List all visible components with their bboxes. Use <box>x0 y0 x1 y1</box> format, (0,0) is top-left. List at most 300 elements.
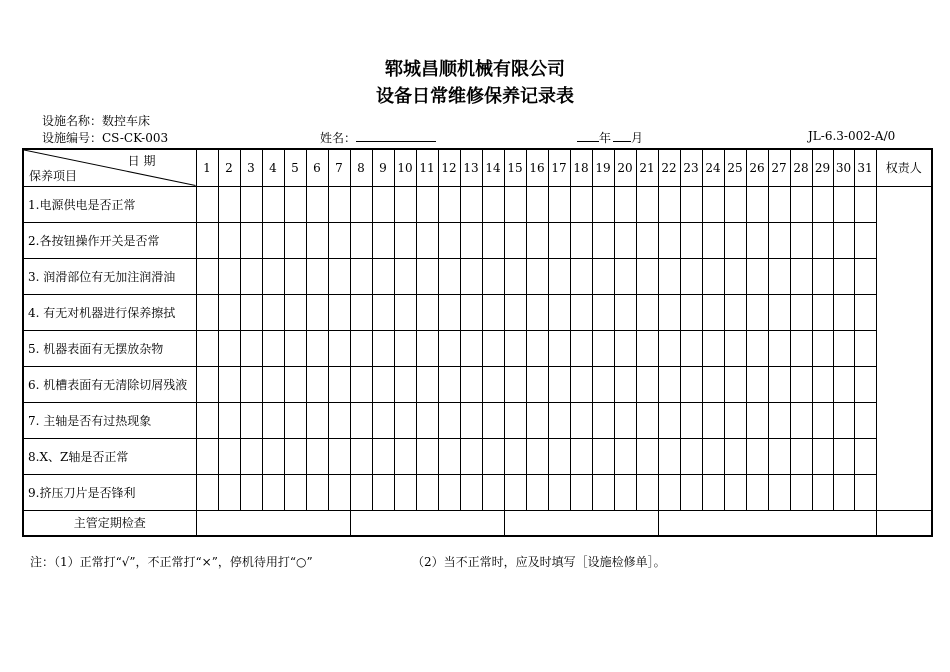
check-cell[interactable] <box>658 294 680 330</box>
check-cell[interactable] <box>350 258 372 294</box>
responsible-cell[interactable] <box>876 186 932 510</box>
check-cell[interactable] <box>636 474 658 510</box>
check-cell[interactable] <box>196 222 218 258</box>
check-cell[interactable] <box>548 258 570 294</box>
check-cell[interactable] <box>306 366 328 402</box>
check-cell[interactable] <box>350 294 372 330</box>
check-cell[interactable] <box>680 186 702 222</box>
check-cell[interactable] <box>460 222 482 258</box>
check-cell[interactable] <box>592 366 614 402</box>
check-cell[interactable] <box>680 402 702 438</box>
check-cell[interactable] <box>240 330 262 366</box>
check-cell[interactable] <box>702 438 724 474</box>
check-cell[interactable] <box>328 330 350 366</box>
check-cell[interactable] <box>680 438 702 474</box>
check-cell[interactable] <box>680 366 702 402</box>
check-cell[interactable] <box>854 294 876 330</box>
check-cell[interactable] <box>306 294 328 330</box>
check-cell[interactable] <box>658 258 680 294</box>
check-cell[interactable] <box>724 294 746 330</box>
check-cell[interactable] <box>680 330 702 366</box>
check-cell[interactable] <box>548 294 570 330</box>
check-cell[interactable] <box>416 402 438 438</box>
check-cell[interactable] <box>372 438 394 474</box>
check-cell[interactable] <box>636 186 658 222</box>
check-cell[interactable] <box>416 294 438 330</box>
check-cell[interactable] <box>350 222 372 258</box>
check-cell[interactable] <box>680 474 702 510</box>
check-cell[interactable] <box>854 222 876 258</box>
check-cell[interactable] <box>526 222 548 258</box>
check-cell[interactable] <box>702 366 724 402</box>
check-cell[interactable] <box>790 294 812 330</box>
check-cell[interactable] <box>526 258 548 294</box>
day-header-29: 29 <box>812 149 833 186</box>
check-cell[interactable] <box>438 438 460 474</box>
check-cell[interactable] <box>394 402 416 438</box>
check-cell[interactable] <box>746 258 768 294</box>
check-cell[interactable] <box>196 402 218 438</box>
check-cell[interactable] <box>768 294 790 330</box>
check-cell[interactable] <box>218 186 240 222</box>
check-cell[interactable] <box>724 474 746 510</box>
supervisor-responsible-cell[interactable] <box>876 510 932 536</box>
check-cell[interactable] <box>196 474 218 510</box>
check-cell[interactable] <box>570 402 592 438</box>
check-cell[interactable] <box>548 222 570 258</box>
check-cell[interactable] <box>460 438 482 474</box>
day-header-30: 30 <box>833 149 854 186</box>
month-blank[interactable] <box>613 130 631 142</box>
check-cell[interactable] <box>394 258 416 294</box>
check-cell[interactable] <box>482 330 504 366</box>
check-cell[interactable] <box>833 474 854 510</box>
check-cell[interactable] <box>482 222 504 258</box>
check-cell[interactable] <box>570 258 592 294</box>
check-cell[interactable] <box>526 294 548 330</box>
supervisor-check-cell[interactable] <box>504 510 658 536</box>
check-cell[interactable] <box>636 402 658 438</box>
check-cell[interactable] <box>196 258 218 294</box>
check-cell[interactable] <box>526 330 548 366</box>
check-cell[interactable] <box>262 438 284 474</box>
check-cell[interactable] <box>614 438 636 474</box>
check-cell[interactable] <box>790 330 812 366</box>
check-cell[interactable] <box>570 366 592 402</box>
check-cell[interactable] <box>724 402 746 438</box>
check-cell[interactable] <box>680 258 702 294</box>
check-cell[interactable] <box>854 438 876 474</box>
check-cell[interactable] <box>306 438 328 474</box>
check-cell[interactable] <box>702 402 724 438</box>
check-cell[interactable] <box>284 438 306 474</box>
check-cell[interactable] <box>724 366 746 402</box>
check-cell[interactable] <box>614 222 636 258</box>
supervisor-check-cell[interactable] <box>658 510 876 536</box>
check-cell[interactable] <box>328 402 350 438</box>
check-cell[interactable] <box>636 438 658 474</box>
check-cell[interactable] <box>812 402 833 438</box>
check-cell[interactable] <box>262 474 284 510</box>
supervisor-check-cell[interactable] <box>196 510 350 536</box>
supervisor-check-label: 主管定期检查 <box>23 510 196 536</box>
check-cell[interactable] <box>658 438 680 474</box>
check-cell[interactable] <box>394 438 416 474</box>
check-cell[interactable] <box>702 222 724 258</box>
check-cell[interactable] <box>812 186 833 222</box>
check-cell[interactable] <box>460 474 482 510</box>
check-cell[interactable] <box>460 294 482 330</box>
check-cell[interactable] <box>854 186 876 222</box>
check-cell[interactable] <box>394 330 416 366</box>
check-cell[interactable] <box>504 222 526 258</box>
day-header-21: 21 <box>636 149 658 186</box>
check-cell[interactable] <box>218 438 240 474</box>
check-cell[interactable] <box>284 186 306 222</box>
check-cell[interactable] <box>504 294 526 330</box>
check-cell[interactable] <box>196 294 218 330</box>
check-cell[interactable] <box>636 330 658 366</box>
check-cell[interactable] <box>833 438 854 474</box>
check-cell[interactable] <box>768 186 790 222</box>
check-cell[interactable] <box>218 366 240 402</box>
check-cell[interactable] <box>548 474 570 510</box>
check-cell[interactable] <box>592 258 614 294</box>
check-cell[interactable] <box>702 474 724 510</box>
check-cell[interactable] <box>680 222 702 258</box>
check-cell[interactable] <box>504 438 526 474</box>
check-cell[interactable] <box>746 222 768 258</box>
check-cell[interactable] <box>438 222 460 258</box>
check-cell[interactable] <box>240 474 262 510</box>
day-header-12: 12 <box>438 149 460 186</box>
check-cell[interactable] <box>833 330 854 366</box>
check-cell[interactable] <box>854 258 876 294</box>
day-header-26: 26 <box>746 149 768 186</box>
check-cell[interactable] <box>416 222 438 258</box>
check-cell[interactable] <box>833 222 854 258</box>
check-cell[interactable] <box>526 402 548 438</box>
check-cell[interactable] <box>438 402 460 438</box>
check-cell[interactable] <box>350 474 372 510</box>
check-cell[interactable] <box>636 222 658 258</box>
check-cell[interactable] <box>350 438 372 474</box>
check-cell[interactable] <box>702 294 724 330</box>
check-cell[interactable] <box>812 366 833 402</box>
check-cell[interactable] <box>548 366 570 402</box>
check-cell[interactable] <box>482 294 504 330</box>
check-cell[interactable] <box>812 222 833 258</box>
check-cell[interactable] <box>328 222 350 258</box>
check-cell[interactable] <box>482 402 504 438</box>
check-cell[interactable] <box>372 258 394 294</box>
check-cell[interactable] <box>614 402 636 438</box>
check-cell[interactable] <box>218 258 240 294</box>
check-cell[interactable] <box>416 438 438 474</box>
check-cell[interactable] <box>636 366 658 402</box>
check-cell[interactable] <box>460 330 482 366</box>
check-cell[interactable] <box>724 438 746 474</box>
check-cell[interactable] <box>306 330 328 366</box>
check-cell[interactable] <box>768 258 790 294</box>
check-cell[interactable] <box>284 330 306 366</box>
check-cell[interactable] <box>196 330 218 366</box>
check-cell[interactable] <box>833 366 854 402</box>
check-cell[interactable] <box>372 330 394 366</box>
check-cell[interactable] <box>438 186 460 222</box>
check-cell[interactable] <box>262 186 284 222</box>
check-cell[interactable] <box>833 186 854 222</box>
check-cell[interactable] <box>438 474 460 510</box>
check-cell[interactable] <box>416 474 438 510</box>
check-cell[interactable] <box>350 330 372 366</box>
name-blank[interactable] <box>356 130 436 142</box>
check-cell[interactable] <box>570 474 592 510</box>
check-cell[interactable] <box>284 294 306 330</box>
check-cell[interactable] <box>262 222 284 258</box>
check-cell[interactable] <box>526 474 548 510</box>
check-cell[interactable] <box>350 366 372 402</box>
check-cell[interactable] <box>854 474 876 510</box>
check-cell[interactable] <box>262 330 284 366</box>
check-cell[interactable] <box>394 222 416 258</box>
check-cell[interactable] <box>746 366 768 402</box>
check-cell[interactable] <box>768 330 790 366</box>
check-cell[interactable] <box>218 222 240 258</box>
check-cell[interactable] <box>460 258 482 294</box>
check-cell[interactable] <box>284 366 306 402</box>
check-cell[interactable] <box>416 330 438 366</box>
check-cell[interactable] <box>570 330 592 366</box>
check-cell[interactable] <box>548 402 570 438</box>
check-cell[interactable] <box>240 438 262 474</box>
check-cell[interactable] <box>833 402 854 438</box>
check-cell[interactable] <box>196 438 218 474</box>
check-cell[interactable] <box>658 186 680 222</box>
check-cell[interactable] <box>482 186 504 222</box>
check-cell[interactable] <box>548 186 570 222</box>
check-cell[interactable] <box>504 402 526 438</box>
check-cell[interactable] <box>746 330 768 366</box>
document-code: JL-6.3-002-A/0 <box>808 129 896 143</box>
maintenance-item-label: 4. 有无对机器进行保养擦拭 <box>23 294 196 330</box>
check-cell[interactable] <box>833 294 854 330</box>
check-cell[interactable] <box>790 222 812 258</box>
check-cell[interactable] <box>328 186 350 222</box>
check-cell[interactable] <box>240 186 262 222</box>
check-cell[interactable] <box>746 186 768 222</box>
check-cell[interactable] <box>240 222 262 258</box>
check-cell[interactable] <box>306 186 328 222</box>
check-cell[interactable] <box>196 366 218 402</box>
check-cell[interactable] <box>570 438 592 474</box>
check-cell[interactable] <box>350 402 372 438</box>
check-cell[interactable] <box>328 474 350 510</box>
check-cell[interactable] <box>592 330 614 366</box>
check-cell[interactable] <box>306 402 328 438</box>
check-cell[interactable] <box>438 330 460 366</box>
day-header-25: 25 <box>724 149 746 186</box>
check-cell[interactable] <box>372 474 394 510</box>
check-cell[interactable] <box>240 294 262 330</box>
check-cell[interactable] <box>592 402 614 438</box>
check-cell[interactable] <box>592 186 614 222</box>
check-cell[interactable] <box>372 366 394 402</box>
check-cell[interactable] <box>592 222 614 258</box>
check-cell[interactable] <box>854 330 876 366</box>
check-cell[interactable] <box>724 330 746 366</box>
check-cell[interactable] <box>218 330 240 366</box>
check-cell[interactable] <box>394 474 416 510</box>
check-cell[interactable] <box>350 186 372 222</box>
check-cell[interactable] <box>658 474 680 510</box>
check-cell[interactable] <box>658 402 680 438</box>
check-cell[interactable] <box>526 438 548 474</box>
check-cell[interactable] <box>658 330 680 366</box>
check-cell[interactable] <box>768 222 790 258</box>
check-cell[interactable] <box>680 294 702 330</box>
check-cell[interactable] <box>658 366 680 402</box>
check-cell[interactable] <box>614 330 636 366</box>
maintenance-item-label: 9.挤压刀片是否锋利 <box>23 474 196 510</box>
check-cell[interactable] <box>372 186 394 222</box>
check-cell[interactable] <box>262 294 284 330</box>
check-cell[interactable] <box>504 366 526 402</box>
check-cell[interactable] <box>702 330 724 366</box>
check-cell[interactable] <box>306 474 328 510</box>
check-cell[interactable] <box>504 258 526 294</box>
check-cell[interactable] <box>614 258 636 294</box>
check-cell[interactable] <box>592 474 614 510</box>
check-cell[interactable] <box>482 474 504 510</box>
check-cell[interactable] <box>416 366 438 402</box>
check-cell[interactable] <box>746 474 768 510</box>
check-cell[interactable] <box>614 186 636 222</box>
check-cell[interactable] <box>854 366 876 402</box>
supervisor-check-cell[interactable] <box>350 510 504 536</box>
check-cell[interactable] <box>438 294 460 330</box>
check-cell[interactable] <box>196 186 218 222</box>
day-header-23: 23 <box>680 149 702 186</box>
check-cell[interactable] <box>790 438 812 474</box>
check-cell[interactable] <box>636 258 658 294</box>
check-cell[interactable] <box>372 294 394 330</box>
check-cell[interactable] <box>394 294 416 330</box>
check-cell[interactable] <box>570 222 592 258</box>
check-cell[interactable] <box>570 186 592 222</box>
check-cell[interactable] <box>790 366 812 402</box>
check-cell[interactable] <box>504 474 526 510</box>
check-cell[interactable] <box>592 294 614 330</box>
check-cell[interactable] <box>262 366 284 402</box>
check-cell[interactable] <box>416 258 438 294</box>
check-cell[interactable] <box>614 366 636 402</box>
check-cell[interactable] <box>768 474 790 510</box>
check-cell[interactable] <box>240 366 262 402</box>
check-cell[interactable] <box>306 222 328 258</box>
check-cell[interactable] <box>240 402 262 438</box>
check-cell[interactable] <box>812 258 833 294</box>
check-cell[interactable] <box>570 294 592 330</box>
check-cell[interactable] <box>218 474 240 510</box>
check-cell[interactable] <box>833 258 854 294</box>
check-cell[interactable] <box>724 186 746 222</box>
check-cell[interactable] <box>548 438 570 474</box>
check-cell[interactable] <box>262 258 284 294</box>
check-cell[interactable] <box>460 402 482 438</box>
check-cell[interactable] <box>482 258 504 294</box>
check-cell[interactable] <box>306 258 328 294</box>
year-blank[interactable] <box>577 130 599 142</box>
check-cell[interactable] <box>328 258 350 294</box>
check-cell[interactable] <box>702 258 724 294</box>
check-cell[interactable] <box>768 402 790 438</box>
check-cell[interactable] <box>372 222 394 258</box>
check-cell[interactable] <box>812 438 833 474</box>
check-cell[interactable] <box>790 474 812 510</box>
check-cell[interactable] <box>658 222 680 258</box>
check-cell[interactable] <box>460 366 482 402</box>
check-cell[interactable] <box>854 402 876 438</box>
check-cell[interactable] <box>284 222 306 258</box>
check-cell[interactable] <box>394 186 416 222</box>
check-cell[interactable] <box>614 474 636 510</box>
check-cell[interactable] <box>526 186 548 222</box>
check-cell[interactable] <box>438 258 460 294</box>
check-cell[interactable] <box>614 294 636 330</box>
check-cell[interactable] <box>218 294 240 330</box>
check-cell[interactable] <box>240 258 262 294</box>
check-cell[interactable] <box>482 438 504 474</box>
check-cell[interactable] <box>284 474 306 510</box>
check-cell[interactable] <box>592 438 614 474</box>
check-cell[interactable] <box>328 366 350 402</box>
check-cell[interactable] <box>394 366 416 402</box>
check-cell[interactable] <box>284 402 306 438</box>
check-cell[interactable] <box>746 438 768 474</box>
check-cell[interactable] <box>724 222 746 258</box>
check-cell[interactable] <box>284 258 306 294</box>
check-cell[interactable] <box>504 330 526 366</box>
check-cell[interactable] <box>328 294 350 330</box>
check-cell[interactable] <box>548 330 570 366</box>
check-cell[interactable] <box>372 402 394 438</box>
check-cell[interactable] <box>526 366 548 402</box>
check-cell[interactable] <box>438 366 460 402</box>
check-cell[interactable] <box>790 258 812 294</box>
check-cell[interactable] <box>812 474 833 510</box>
check-cell[interactable] <box>636 294 658 330</box>
check-cell[interactable] <box>328 438 350 474</box>
check-cell[interactable] <box>768 438 790 474</box>
check-cell[interactable] <box>416 186 438 222</box>
check-cell[interactable] <box>812 294 833 330</box>
check-cell[interactable] <box>504 186 526 222</box>
check-cell[interactable] <box>746 402 768 438</box>
check-cell[interactable] <box>262 402 284 438</box>
check-cell[interactable] <box>482 366 504 402</box>
check-cell[interactable] <box>724 258 746 294</box>
check-cell[interactable] <box>460 186 482 222</box>
check-cell[interactable] <box>790 402 812 438</box>
check-cell[interactable] <box>746 294 768 330</box>
maintenance-item-label: 2.各按钮操作开关是否常 <box>23 222 196 258</box>
check-cell[interactable] <box>790 186 812 222</box>
check-cell[interactable] <box>768 366 790 402</box>
check-cell[interactable] <box>812 330 833 366</box>
check-cell[interactable] <box>218 402 240 438</box>
check-cell[interactable] <box>702 186 724 222</box>
